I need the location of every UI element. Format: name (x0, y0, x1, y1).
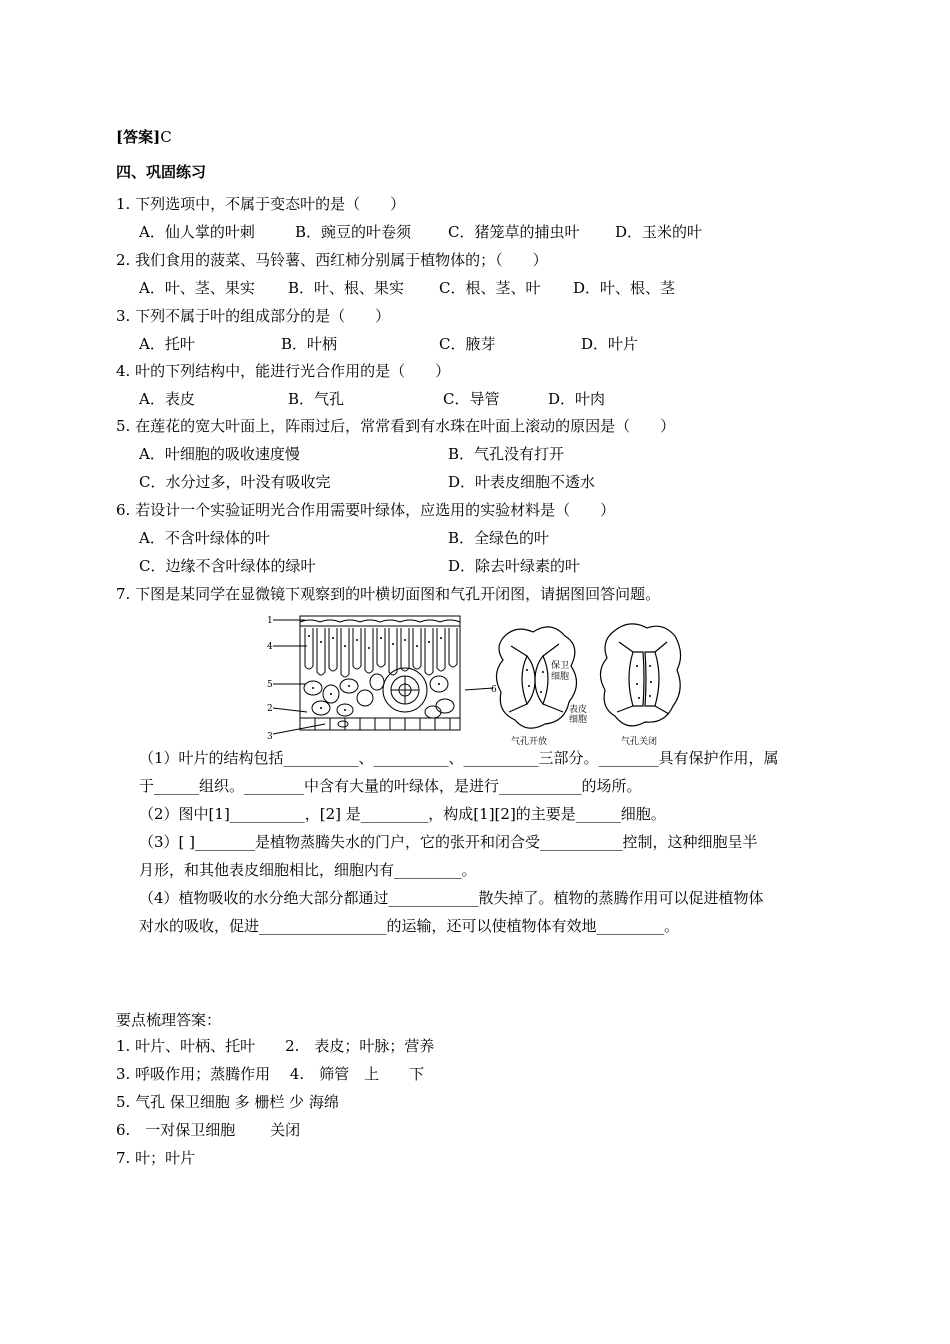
q3-option-a: A．托叶 (139, 335, 195, 353)
question-number: 1. (116, 195, 131, 213)
section-title: 四、巩固练习 (116, 163, 207, 181)
q5-option-c: C．水分过多，叶没有吸收完 (139, 473, 331, 491)
q6-option-d: D．除去叶绿素的叶 (448, 557, 581, 575)
guard-cell-label-2: 细胞 (551, 672, 570, 682)
q5-option-d: D．叶表皮细胞不透水 (448, 473, 596, 491)
leaf-diagram (265, 612, 685, 746)
question-4 (116, 361, 450, 381)
caption-stoma-open: 气孔开放 (511, 737, 548, 746)
q4-option-c: C．导管 (443, 390, 500, 408)
figure-label-4: 4 (267, 642, 273, 652)
question-2 (116, 250, 548, 270)
q1-option-c: C．猪笼草的捕虫叶 (448, 223, 580, 241)
key-point-line-3: 5. 气孔 保卫细胞 多 栅栏 少 海绵 (116, 1093, 339, 1111)
caption-stoma-closed: 气孔关闭 (621, 737, 658, 746)
figure-label-6: 6 (491, 685, 497, 695)
q2-option-b: B．叶、根、果实 (288, 279, 405, 297)
figure-label-1: 1 (267, 616, 273, 626)
question-stem: 我们食用的菠菜、马铃薯、西红柿分别属于植物体的；（ ） (135, 251, 548, 269)
figure-label-3: 3 (267, 732, 273, 742)
question-number: 6. (116, 501, 131, 519)
leaf-figure (265, 612, 685, 746)
question-stem: 下图是某同学在显微镜下观察到的叶横切面图和气孔开闭图，请据图回答问题。 (135, 585, 661, 603)
q4-option-d: D．叶肉 (548, 390, 606, 408)
q4-option-b: B．气孔 (288, 390, 345, 408)
question-number: 3. (116, 307, 131, 325)
q3-option-b: B．叶柄 (281, 335, 338, 353)
question-number: 7. (116, 585, 131, 603)
question-stem: 在莲花的宽大叶面上，阵雨过后，常常看到有水珠在叶面上滚动的原因是（ ） (135, 417, 676, 435)
question-stem: 若设计一个实验证明光合作用需要叶绿体，应选用的实验材料是（ ） (135, 501, 616, 519)
question-stem: 叶的下列结构中，能进行光合作用的是（ ） (135, 362, 451, 380)
question-7 (116, 584, 660, 604)
q6-option-b: B．全绿色的叶 (448, 529, 550, 547)
subquestion-4-line-2: 对水的吸收，促进_________________的运输，还可以使植物体有效地_________。 (139, 917, 680, 935)
q5-option-b: B．气孔没有打开 (448, 445, 565, 463)
question-1 (116, 194, 405, 214)
guard-cell-label-1: 保卫 (551, 661, 570, 671)
key-point-line-2: 3. 呼吸作用；蒸腾作用 4. 筛管 上 下 (116, 1065, 425, 1083)
question-stem: 下列选项中，不属于变态叶的是（ ） (135, 195, 406, 213)
answer-line (116, 127, 172, 147)
q1-option-d: D．玉米的叶 (615, 223, 703, 241)
figure-label-5: 5 (267, 680, 273, 690)
q5-option-a: A．叶细胞的吸收速度慢 (139, 445, 300, 463)
question-3 (116, 306, 390, 326)
subquestion-3-line-1: （3）[ ]________是植物蒸腾失水的门户，它的张开和闭合受___________控制，这种细胞呈半 (139, 833, 758, 851)
q1-option-b: B．豌豆的叶卷须 (295, 223, 412, 241)
key-point-line-5: 7. 叶；叶片 (116, 1149, 196, 1167)
question-number: 5. (116, 417, 131, 435)
q2-option-c: C．根、茎、叶 (439, 279, 541, 297)
q2-option-d: D．叶、根、茎 (573, 279, 676, 297)
q1-option-a: A．仙人掌的叶刺 (139, 223, 255, 241)
q6-option-a: A．不含叶绿体的叶 (139, 529, 270, 547)
figure-label-2: 2 (267, 704, 273, 714)
key-point-line-4: 6. 一对保卫细胞 关闭 (116, 1121, 301, 1139)
epidermal-cell-label-2: 细胞 (569, 715, 588, 725)
answer-value: C (160, 128, 172, 146)
subquestion-4-line-1: （4）植物吸收的水分绝大部分都通过____________散失掉了。植物的蒸腾作用可以促进植物体 (139, 889, 764, 907)
subquestion-1-line-2: 于______组织。________中含有大量的叶绿体，是进行___________的场所。 (139, 777, 642, 795)
question-number: 2. (116, 251, 131, 269)
q2-option-a: A．叶、茎、果实 (139, 279, 255, 297)
question-5 (116, 416, 675, 436)
q3-option-d: D．叶片 (581, 335, 639, 353)
question-6 (116, 500, 615, 520)
subquestion-1-line-1: （1）叶片的结构包括__________、__________、__________三部分。________具有保护作用，属 (139, 749, 779, 767)
q6-option-c: C．边缘不含叶绿体的绿叶 (139, 557, 316, 575)
subquestion-3-line-2: 月形，和其他表皮细胞相比，细胞内有_________。 (139, 861, 477, 879)
key-points-title: 要点梳理答案： (116, 1011, 222, 1029)
answer-label: [答案] (116, 128, 161, 146)
q4-option-a: A．表皮 (139, 390, 195, 408)
question-stem: 下列不属于叶的组成部分的是（ ） (135, 307, 391, 325)
question-number: 4. (116, 362, 131, 380)
subquestion-2: （2）图中[1]__________，[2] 是_________，构成[1][2]的主要是______细胞。 (139, 805, 666, 823)
key-point-line-1: 1. 叶片、叶柄、托叶 2. 表皮；叶脉；营养 (116, 1037, 435, 1055)
epidermal-cell-label-1: 表皮 (569, 705, 588, 715)
q3-option-c: C．腋芽 (439, 335, 496, 353)
